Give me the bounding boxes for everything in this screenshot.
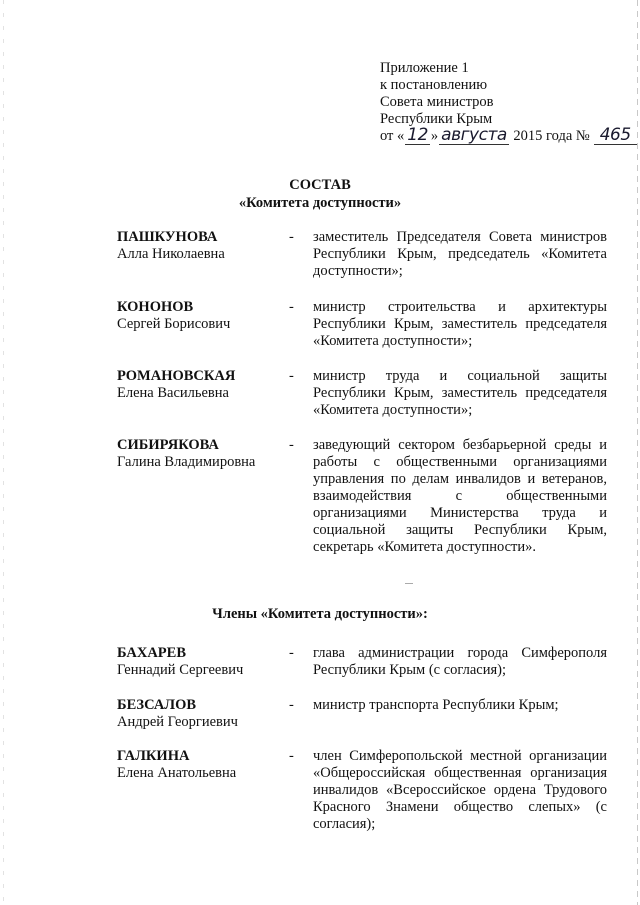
separator-dash: - [289, 368, 294, 384]
handwritten-number: 465 [594, 127, 637, 145]
person-role: заведующий сектором безбарьерной среды и работы с общественными организациями управления по делам инвалидов и ветеранов, взаимодействия с общественными организациями Министерства труда и социальной защиты Республики Крым, секретарь «Комитета доступности». [313, 437, 607, 555]
separator-dash: - [289, 299, 294, 315]
separator-dash: - [289, 645, 294, 661]
handwritten-month: августа [441, 125, 507, 145]
separator-dash: - [289, 748, 294, 764]
document-title [0, 177, 640, 213]
person-surname: БАХАРЕВ [117, 645, 187, 661]
person-surname: КОНОНОВ [117, 299, 194, 315]
person-given-name: Алла Николаевна [117, 246, 225, 262]
person-given-name: Андрей Георгиевич [117, 714, 238, 730]
person-surname: ГАЛКИНА [117, 748, 190, 764]
title-heading: СОСТАВ [289, 177, 351, 193]
date-year: 2015 года № [513, 128, 590, 144]
person-given-name: Елена Анатольевна [117, 765, 237, 781]
date-prefix: от « [380, 128, 405, 144]
person-surname: СИБИРЯКОВА [117, 437, 219, 453]
separator-dash: - [289, 697, 294, 713]
person-surname: ПАШКУНОВА [117, 229, 218, 245]
appendix-line-1: Приложение 1 [380, 60, 469, 76]
person-role: министр труда и социальной защиты Республики Крым, заместитель председателя «Комитета доступности»; [313, 368, 607, 418]
person-role: заместитель Председателя Совета министров Республики Крым, председатель «Комитета доступности»; [313, 229, 607, 279]
appendix-header [380, 60, 630, 145]
appendix-date-line [380, 125, 637, 145]
separator-dash: - [289, 437, 294, 453]
person-role: член Симферопольской местной организации «Общероссийская общественная организация инвалидов «Всероссийское ордена Трудового Красного Знамени общество слепых» (с согласия); [313, 748, 607, 832]
date-mid: » [430, 128, 439, 144]
person-given-name: Геннадий Сергеевич [117, 662, 244, 678]
appendix-line-2: к постановлению [380, 77, 488, 93]
person-given-name: Елена Васильевна [117, 385, 229, 401]
person-given-name: Сергей Борисович [117, 316, 231, 332]
handwritten-day: 12 [407, 125, 428, 145]
separator-dash: - [289, 229, 294, 245]
person-given-name: Галина Владимировна [117, 454, 256, 470]
person-role: министр строительства и архитектуры Республики Крым, заместитель председателя «Комитета доступности»; [313, 299, 607, 349]
title-subheading: «Комитета доступности» [238, 195, 402, 211]
person-surname: БЕЗСАЛОВ [117, 697, 197, 713]
appendix-line-4: Республики Крым [380, 111, 493, 127]
scan-edge-left [3, 0, 4, 905]
scan-edge-right [637, 0, 638, 905]
person-role: глава администрации города Симферополя Республики Крым (с согласия); [313, 645, 607, 678]
person-surname: РОМАНОВСКАЯ [117, 368, 236, 384]
appendix-line-3: Совета министров [380, 94, 494, 110]
members-heading: Члены «Комитета доступности»: [212, 606, 428, 622]
scan-speck [405, 583, 413, 584]
person-role: министр транспорта Республики Крым; [313, 697, 559, 713]
